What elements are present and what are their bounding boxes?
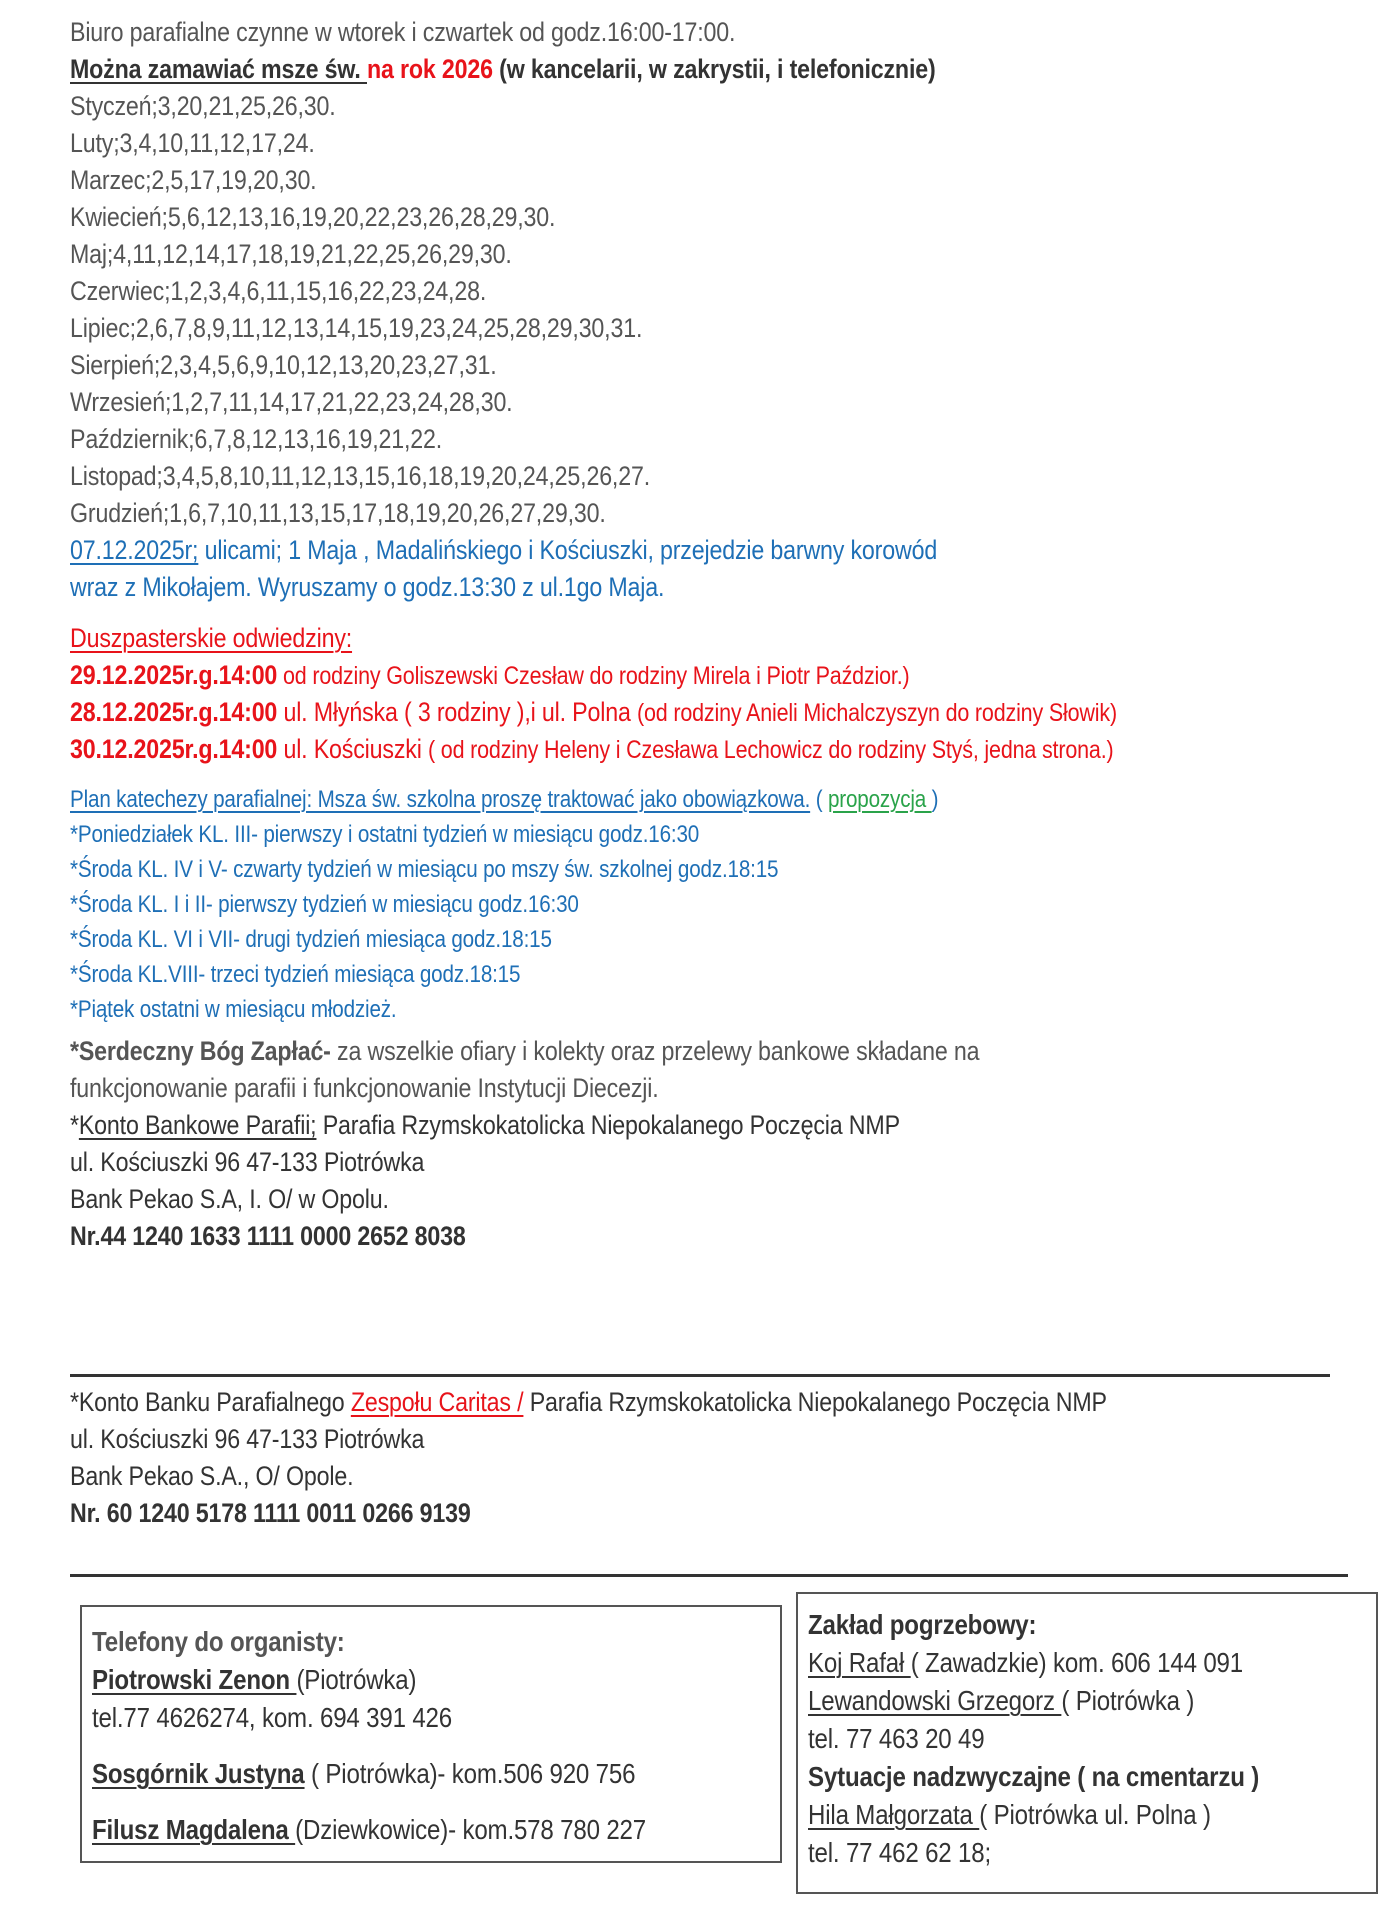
funeral-entry bbox=[808, 1682, 1288, 1720]
caritas-account-name: Parafia Rzymskokatolicka Niepokalanego Poczęcia NMP bbox=[523, 1387, 1107, 1417]
organist-entry bbox=[92, 1661, 675, 1699]
parish-account-label: Konto Bankowe Parafii; bbox=[78, 1110, 317, 1140]
emergency-phone: tel. 77 462 62 18; bbox=[808, 1837, 992, 1868]
organist-name: Filusz Magdalena bbox=[92, 1814, 296, 1845]
visit-datetime: 28.12.2025r.g.14:00 bbox=[70, 697, 278, 727]
organist-name: Piotrowski Zenon bbox=[92, 1664, 297, 1695]
thanks-text-2: funkcjonowanie parafii i funkcjonowanie Instytucji Diecezji. bbox=[70, 1073, 659, 1103]
month-row: Marzec;2,5,17,19,20,30. bbox=[70, 165, 317, 195]
emergency-entry bbox=[808, 1796, 1288, 1834]
parade-date: 07.12.2025r; bbox=[70, 535, 199, 565]
thanks-note bbox=[70, 1033, 1370, 1107]
visit-families: ( od rodziny Heleny i Czesława Lechowicz do rodziny Styś, jedna strona.) bbox=[427, 736, 1114, 764]
visit-description: ul. Kościuszki bbox=[277, 734, 428, 764]
organist-place-phone: (Dziewkowice)- kom.578 780 227 bbox=[295, 1814, 646, 1845]
emergency-title: Sytuacje nadzwyczajne ( na cmentarzu ) bbox=[808, 1761, 1260, 1792]
catechesis-item: *Środa KL. VI i VII- drugi tydzień miesiąca godz.18:15 bbox=[70, 926, 552, 953]
proposal-link[interactable]: propozycja bbox=[827, 786, 932, 813]
parade-route: ulicami; 1 Maja , Madalińskiego i Kościuszki, przejedzie barwny korowód bbox=[198, 535, 938, 565]
mass-order-places: (w kancelarii, w zakrystii, i telefonicznie) bbox=[492, 54, 936, 84]
caritas-bank: Bank Pekao S.A., O/ Opole. bbox=[70, 1461, 354, 1491]
thanks-text: za wszelkie ofiary i kolekty oraz przelewy bankowe składane na bbox=[330, 1036, 980, 1066]
month-row: Kwiecień;5,6,12,13,16,19,20,22,23,26,28,29,30. bbox=[70, 202, 556, 232]
month-row: Lipiec;2,6,7,8,9,11,12,13,14,15,19,23,24,25,28,29,30,31. bbox=[70, 313, 643, 343]
emergency-contact-name: Hila Małgorzata bbox=[808, 1799, 980, 1830]
funeral-phone: tel. 77 463 20 49 bbox=[808, 1723, 985, 1754]
visit-item bbox=[70, 694, 1188, 731]
office-hours: Biuro parafialne czynne w wtorek i czwartek od godz.16:00-17:00. bbox=[70, 17, 736, 47]
mass-order-notice bbox=[70, 51, 1188, 88]
organist-title: Telefony do organisty: bbox=[92, 1626, 345, 1657]
parish-bank-account bbox=[70, 1107, 1370, 1255]
catechesis-item: *Środa KL. IV i V- czwarty tydzień w miesiącu po mszy św. szkolnej godz.18:15 bbox=[70, 856, 779, 883]
month-row: Maj;4,11,12,14,17,18,19,21,22,25,26,29,30. bbox=[70, 239, 512, 269]
visit-families: (od rodziny Anieli Michalczyszyn do rodziny Słowik) bbox=[636, 699, 1117, 727]
divider bbox=[70, 1374, 1330, 1377]
organist-place: (Piotrówka) bbox=[296, 1664, 417, 1695]
catechesis-item: *Poniedziałek KL. III- pierwszy i ostatni tydzień w miesiącu godz.16:30 bbox=[70, 821, 700, 848]
thanks-bold: *Serdeczny Bóg Zapłać- bbox=[70, 1036, 331, 1066]
funeral-contact-details: ( Zawadzkie) kom. 606 144 091 bbox=[910, 1647, 1243, 1678]
parish-account-number: Nr.44 1240 1633 1111 0000 2652 8038 bbox=[70, 1221, 466, 1251]
caritas-account-number: Nr. 60 1240 5178 1111 0011 0266 9139 bbox=[70, 1498, 471, 1528]
emergency-contact-details: ( Piotrówka ul. Polna ) bbox=[979, 1799, 1211, 1830]
organist-entry bbox=[92, 1811, 675, 1849]
visit-datetime: 29.12.2025r.g.14:00 bbox=[70, 660, 278, 690]
month-row: Czerwiec;1,2,3,4,6,11,15,16,22,23,24,28. bbox=[70, 276, 487, 306]
caritas-lead: *Konto Banku Parafialnego bbox=[70, 1387, 351, 1417]
paren-open: ( bbox=[810, 786, 828, 813]
divider bbox=[70, 1574, 1348, 1577]
mass-order-lead: Można zamawiać msze św. bbox=[70, 54, 367, 84]
visit-datetime: 30.12.2025r.g.14:00 bbox=[70, 734, 278, 764]
organist-place-phone: ( Piotrówka)- kom.506 920 756 bbox=[304, 1758, 636, 1789]
funeral-entry bbox=[808, 1644, 1288, 1682]
asterisk: * bbox=[70, 1110, 79, 1140]
parish-account-address: ul. Kościuszki 96 47-133 Piotrówka bbox=[70, 1147, 425, 1177]
month-row: Styczeń;3,20,21,25,26,30. bbox=[70, 91, 336, 121]
organist-name: Sosgórnik Justyna bbox=[92, 1758, 305, 1789]
parish-account-name: Parafia Rzymskokatolicka Niepokalanego Poczęcia NMP bbox=[316, 1110, 900, 1140]
visit-item bbox=[70, 657, 1188, 694]
month-row: Sierpień;2,3,4,5,6,9,10,12,13,20,23,27,31. bbox=[70, 350, 497, 380]
month-row: Październik;6,7,8,12,13,16,19,21,22. bbox=[70, 424, 443, 454]
caritas-label: Zespołu Caritas / bbox=[350, 1387, 524, 1417]
month-row: Luty;3,4,10,11,12,17,24. bbox=[70, 128, 315, 158]
month-row: Wrzesień;1,2,7,11,14,17,21,22,23,24,28,30. bbox=[70, 387, 513, 417]
organist-phone: tel.77 4626274, kom. 694 391 426 bbox=[92, 1702, 453, 1733]
funeral-title: Zakład pogrzebowy: bbox=[808, 1609, 1037, 1640]
bulletin-page bbox=[70, 14, 1370, 1255]
organist-entry bbox=[92, 1755, 675, 1793]
catechesis-plan bbox=[70, 782, 1370, 1027]
month-row: Listopad;3,4,5,8,10,11,12,13,15,16,18,19,20,24,25,26,27. bbox=[70, 461, 650, 491]
funeral-contact-name: Lewandowski Grzegorz bbox=[808, 1685, 1062, 1716]
mass-order-year: na rok 2026 bbox=[366, 54, 493, 84]
catechesis-title: Plan katechezy parafialnej: Msza św. szkolna proszę traktować jako obowiązkowa. bbox=[70, 786, 811, 813]
visit-description: ul. Młyńska ( 3 rodziny ),i ul. Polna bbox=[277, 697, 637, 727]
pastoral-visits bbox=[70, 620, 1370, 768]
visit-item bbox=[70, 731, 1188, 768]
visits-title: Duszpasterskie odwiedziny: bbox=[70, 623, 353, 653]
catechesis-item: *Piątek ostatni w miesiącu młodzież. bbox=[70, 996, 397, 1023]
parish-account-bank: Bank Pekao S.A, I. O/ w Opolu. bbox=[70, 1184, 389, 1214]
mass-month-list bbox=[70, 88, 1370, 532]
catechesis-item: *Środa KL.VIII- trzeci tydzień miesiąca godz.18:15 bbox=[70, 961, 521, 988]
organist-contacts-box bbox=[80, 1605, 782, 1863]
catechesis-item: *Środa KL. I i II- pierwszy tydzień w miesiącu godz.16:30 bbox=[70, 891, 579, 918]
caritas-bank-account bbox=[70, 1384, 1370, 1532]
funeral-contact-details: ( Piotrówka ) bbox=[1061, 1685, 1195, 1716]
visit-description: od rodziny Goliszewski Czesław do rodziny Mirela i Piotr Paździor.) bbox=[277, 662, 910, 690]
parade-notice bbox=[70, 532, 1370, 606]
month-row: Grudzień;1,6,7,10,11,13,15,17,18,19,20,26,27,29,30. bbox=[70, 498, 606, 528]
funeral-home-box bbox=[796, 1592, 1378, 1894]
parade-details: wraz z Mikołajem. Wyruszamy o godz.13:30 z ul.1go Maja. bbox=[70, 572, 665, 602]
paren-close: ) bbox=[931, 786, 939, 813]
funeral-contact-name: Koj Rafał bbox=[808, 1647, 911, 1678]
caritas-address: ul. Kościuszki 96 47-133 Piotrówka bbox=[70, 1424, 425, 1454]
